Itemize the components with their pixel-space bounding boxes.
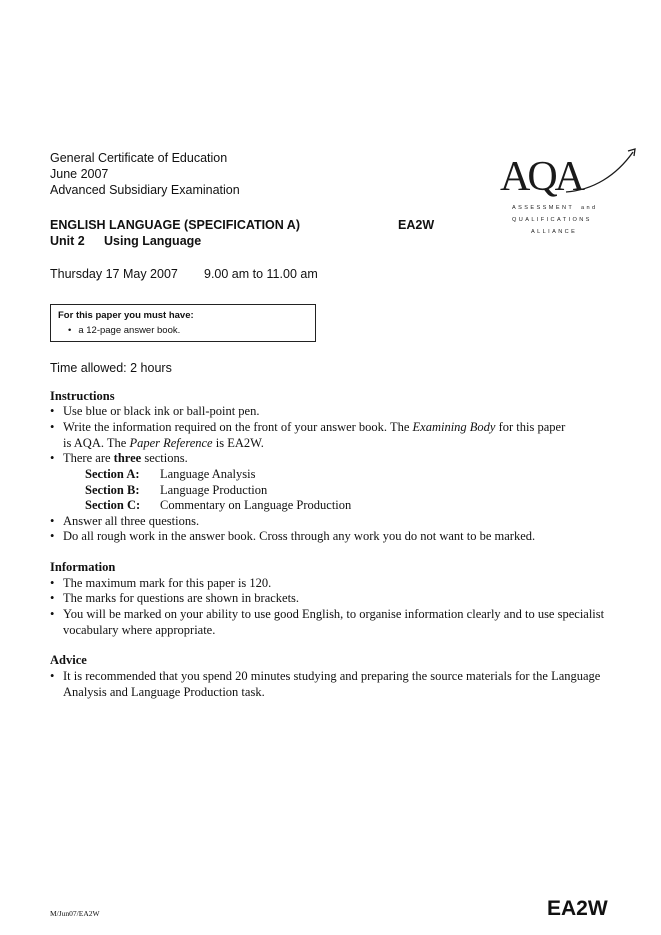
instruction-item: • Write the information required on the front of your answer book. The Examining Body for this paper is AQA. The Paper Reference is EA2W. [50, 420, 566, 450]
section-row: Section B: Language Production [85, 483, 268, 497]
svg-text:QUALIFICATIONS: QUALIFICATIONS [512, 217, 592, 223]
bullet-icon: • [50, 451, 55, 465]
aqa-logo [498, 146, 640, 242]
svg-text:ALLIANCE: ALLIANCE [531, 229, 578, 235]
instructions-heading: Instructions [50, 389, 115, 403]
certificate-title: General Certificate of Education [50, 151, 228, 165]
section-row: Section C: Commentary on Language Production [85, 498, 352, 512]
exam-session: June 2007 [50, 167, 109, 181]
svg-text:AQA: AQA [500, 154, 582, 200]
materials-title: For this paper you must have: [58, 310, 194, 321]
instruction-item: • Answer all three questions. [50, 514, 200, 528]
unit-label: Unit 2 [50, 234, 85, 248]
exam-time: 9.00 am to 11.00 am [204, 267, 318, 281]
advice-item: • It is recommended that you spend 20 minutes studying and preparing the source materials for the Language Analysis and Language Production task. [50, 669, 601, 699]
information-item: • The marks for questions are shown in brackets. [50, 591, 300, 605]
bullet-icon: • [50, 404, 55, 418]
bullet-icon: • [50, 514, 55, 528]
exam-date: Thursday 17 May 2007 [50, 267, 178, 281]
bullet-icon: • [50, 669, 55, 683]
bullet-icon: • [68, 325, 72, 336]
bullet-icon: • [50, 591, 55, 605]
paper-code: EA2W [398, 218, 435, 232]
instruction-item: • Do all rough work in the answer book. Cross through any work you do not want to be marked. [50, 529, 536, 543]
footer-reference: M/Jun07/EA2W [50, 909, 100, 918]
bullet-icon: • [50, 420, 55, 434]
footer-paper-code: EA2W [547, 897, 608, 920]
instruction-item: • Use blue or black ink or ball-point pen. [50, 404, 260, 418]
advice-heading: Advice [50, 653, 87, 667]
bullet-icon: • [50, 529, 55, 543]
svg-text:and: and [581, 205, 598, 211]
svg-text:ASSESSMENT: ASSESSMENT [512, 205, 575, 211]
information-item: • You will be marked on your ability to use good English, to organise information clearly and to use specialist vocabulary where appropriate. [50, 607, 605, 637]
bullet-icon: • [50, 607, 55, 621]
section-row: Section A: Language Analysis [85, 467, 256, 481]
subject-title: ENGLISH LANGUAGE (SPECIFICATION A) [50, 218, 300, 232]
exam-level: Advanced Subsidiary Examination [50, 183, 240, 197]
information-heading: Information [50, 560, 116, 574]
time-allowed: Time allowed: 2 hours [50, 361, 172, 375]
bullet-icon: • [50, 576, 55, 590]
information-item: • The maximum mark for this paper is 120. [50, 576, 272, 590]
unit-name: Using Language [104, 234, 202, 248]
materials-item: • a 12-page answer book. [68, 325, 181, 336]
instruction-item: • There are three sections. [50, 451, 188, 465]
materials-box [50, 304, 316, 342]
